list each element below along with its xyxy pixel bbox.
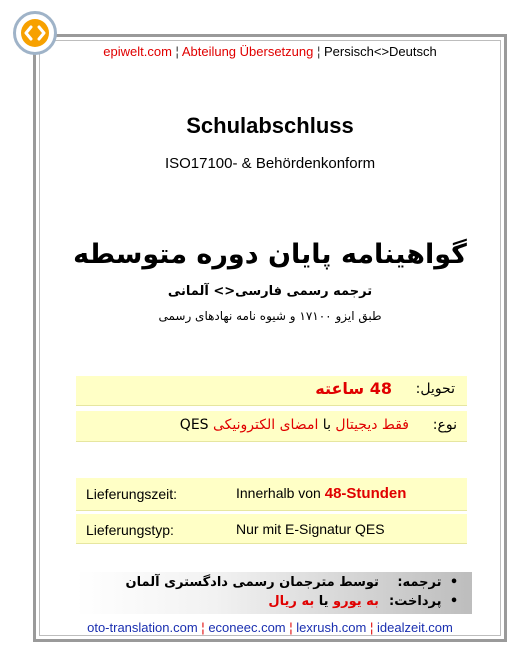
delivery-label-de: Lieferungszeit: <box>86 486 178 502</box>
link-econeec[interactable]: econeec.com <box>208 620 286 635</box>
delivery-prefix-de: Innerhalb von <box>236 485 321 501</box>
delivery-box-fa <box>76 376 467 406</box>
separator: ¦ <box>289 620 293 635</box>
translation-row <box>126 575 462 590</box>
payment-row <box>268 594 462 609</box>
type-box-fa <box>76 411 467 442</box>
link-idealzeit[interactable]: idealzeit.com <box>377 620 453 635</box>
translation-label: ترجمه: <box>397 575 442 590</box>
separator: ¦ <box>316 44 321 59</box>
type-part1-fa: فقط دیجیتال <box>335 417 409 433</box>
language-pair: Persisch<>Deutsch <box>324 44 437 59</box>
partner-links <box>44 620 496 635</box>
bullet-icon: • <box>449 575 459 590</box>
delivery-value-fa: 48 ساعته <box>315 379 392 398</box>
type-tail-fa: QES <box>179 417 209 433</box>
page-subtitle-de: ISO17100- & Behördenkonform <box>164 155 376 172</box>
bullet-icon: • <box>449 594 459 609</box>
type-value-de: Nur mit E-Signatur QES <box>236 521 385 537</box>
payment-euro: به یورو <box>333 594 379 609</box>
note-fa: طبق ایزو ۱۷۱۰۰ و شیوه نامه نهادهای رسمی <box>158 309 382 323</box>
footer-info-band <box>76 572 472 614</box>
page-title-de: Schulabschluss <box>186 113 354 138</box>
link-oto-translation[interactable]: oto-translation.com <box>87 620 198 635</box>
type-connector-fa: با <box>322 417 331 433</box>
page-title-fa: گواهینامه پایان دوره متوسطه <box>73 239 467 270</box>
page-subtitle-fa: ترجمه رسمی فارسی<> آلمانی <box>167 284 373 299</box>
code-brackets-icon <box>24 25 46 41</box>
type-label-de: Lieferungstyp: <box>86 522 174 538</box>
type-box-de <box>76 514 467 544</box>
delivery-box-de <box>76 478 467 511</box>
payment-rial: به ریال <box>268 594 315 609</box>
translation-value: توسط مترجمان رسمی دادگستری آلمان <box>125 575 379 590</box>
delivery-label-fa: تحویل: <box>415 381 455 397</box>
site-link[interactable]: epiwelt.com <box>103 44 172 59</box>
header-line <box>44 44 496 59</box>
link-lexrush[interactable]: lexrush.com <box>296 620 367 635</box>
department-label: Abteilung Übersetzung <box>181 44 314 59</box>
delivery-hours-de: 48-Stunden <box>324 485 407 502</box>
payment-label: پرداخت: <box>389 594 442 609</box>
separator: ¦ <box>201 620 205 635</box>
type-part2-fa: امضای الکترونیکی <box>213 417 319 433</box>
payment-or: یا <box>318 594 329 609</box>
type-label-fa: نوع: <box>432 417 457 433</box>
delivery-value-de <box>236 485 406 502</box>
type-value-fa <box>180 417 409 433</box>
separator: ¦ <box>175 44 179 59</box>
separator: ¦ <box>369 620 374 635</box>
